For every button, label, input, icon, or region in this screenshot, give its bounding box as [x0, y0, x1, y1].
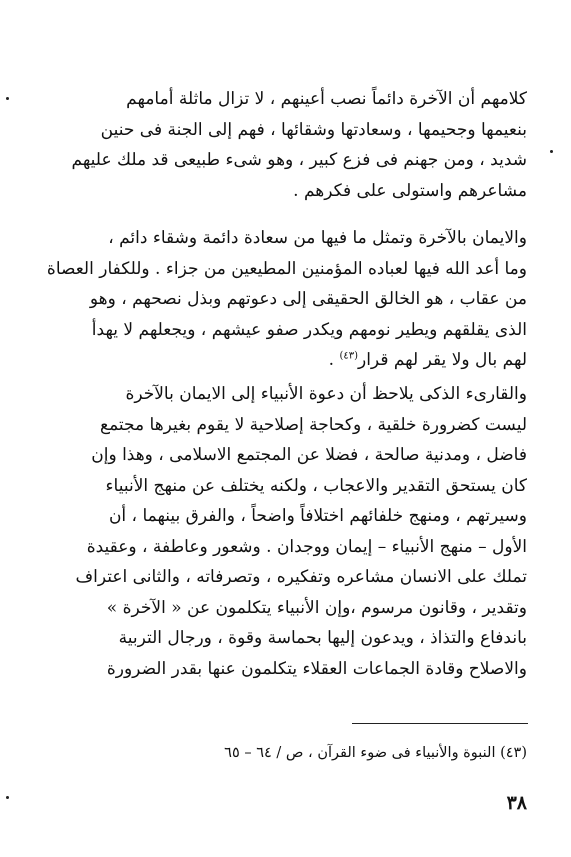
text-line: وما أعد الله فيها لعباده المؤمنين المطيعين من جزاء . وللكفار العصاة [46, 258, 527, 279]
scan-speck [6, 796, 9, 799]
text-line: وتقدير ، وقانون مرسوم ،وإن الأنبياء يتكلمون عن « الآخرة » [106, 597, 527, 618]
text-line: شديد ، ومن جهنم فى فزع كبير ، وهو شىء طبيعى قد ملك عليهم [71, 150, 527, 170]
text-line: وسيرتهم ، ومنهج خلفائهم اختلافاً واضحاً ، والفرق بينهما ، أن [108, 506, 527, 526]
text-line: كلامهم أن الآخرة دائماً نصب أعينهم ، لا تزال ماثلة أمامهم [126, 89, 527, 109]
text-line: الأول – منهج الأنبياء – إيمان ووجدان . وشعور وعاطفة ، وعقيدة [86, 536, 527, 557]
text-line: تملك على الانسان مشاعره وتفكيره ، وتصرفاته ، والثانى اعتراف [75, 567, 527, 587]
text-line: الذى يقلقهم ويطير نومهم ويكدر صفو عيشهم ، ويجعلهم لا يهدأ [91, 319, 527, 340]
footnote: (٤٣) النبوة والأنبياء فى ضوء القرآن ، ص / ٦٤ – ٦٥ [224, 745, 527, 761]
text-line: كان يستحق التقدير والاعجاب ، ولكنه يختلف عن منهج الأنبياء [105, 475, 527, 496]
paragraph-2 [37, 223, 527, 376]
text-line: والايمان بالآخرة وتمثل ما فيها من سعادة دائمة وشقاء دائم ، [108, 228, 527, 248]
sentence-end: . [328, 350, 340, 370]
footnote-divider [352, 723, 528, 724]
paragraph-3 [37, 379, 527, 684]
text-line: مشاعرهم واستولى على فكرهم . [293, 180, 527, 201]
text-line: والقارىء الذكى يلاحظ أن دعوة الأنبياء إلى الايمان بالآخرة [125, 384, 527, 404]
text-line: فاضل ، ومدنية صالحة ، فضلا عن المجتمع الاسلامى ، وهذا وإن [91, 445, 527, 465]
text-line: بنعيمها وجحيمها ، وسعادتها وشقائها ، فهم إلى الجنة فى حنين [100, 119, 527, 140]
page-number: ٣٨ [506, 792, 527, 814]
scan-speck [550, 150, 553, 153]
paragraph-1 [37, 84, 527, 206]
text-line: من عقاب ، هو الخالق الحقيقى إلى دعوتهم وبذل نصحهم ، وهو [89, 289, 527, 309]
text-line: والاصلاح وقادة الجماعات العقلاء يتكلمون عنها بقدر الضرورة [106, 658, 527, 679]
text-line: باندفاع والتذاذ ، ويدعون إليها بحماسة وقوة ، ورجال التربية [118, 628, 527, 648]
text-line-content: لهم بال ولا يقر لهم قرار [358, 350, 527, 370]
footnote-reference: (٤٣) [339, 350, 358, 362]
text-line [37, 345, 527, 376]
scan-speck [6, 97, 9, 100]
text-line: ليست كضرورة خلقية ، وكحاجة إصلاحية لا يقوم بغيرها مجتمع [100, 414, 527, 435]
